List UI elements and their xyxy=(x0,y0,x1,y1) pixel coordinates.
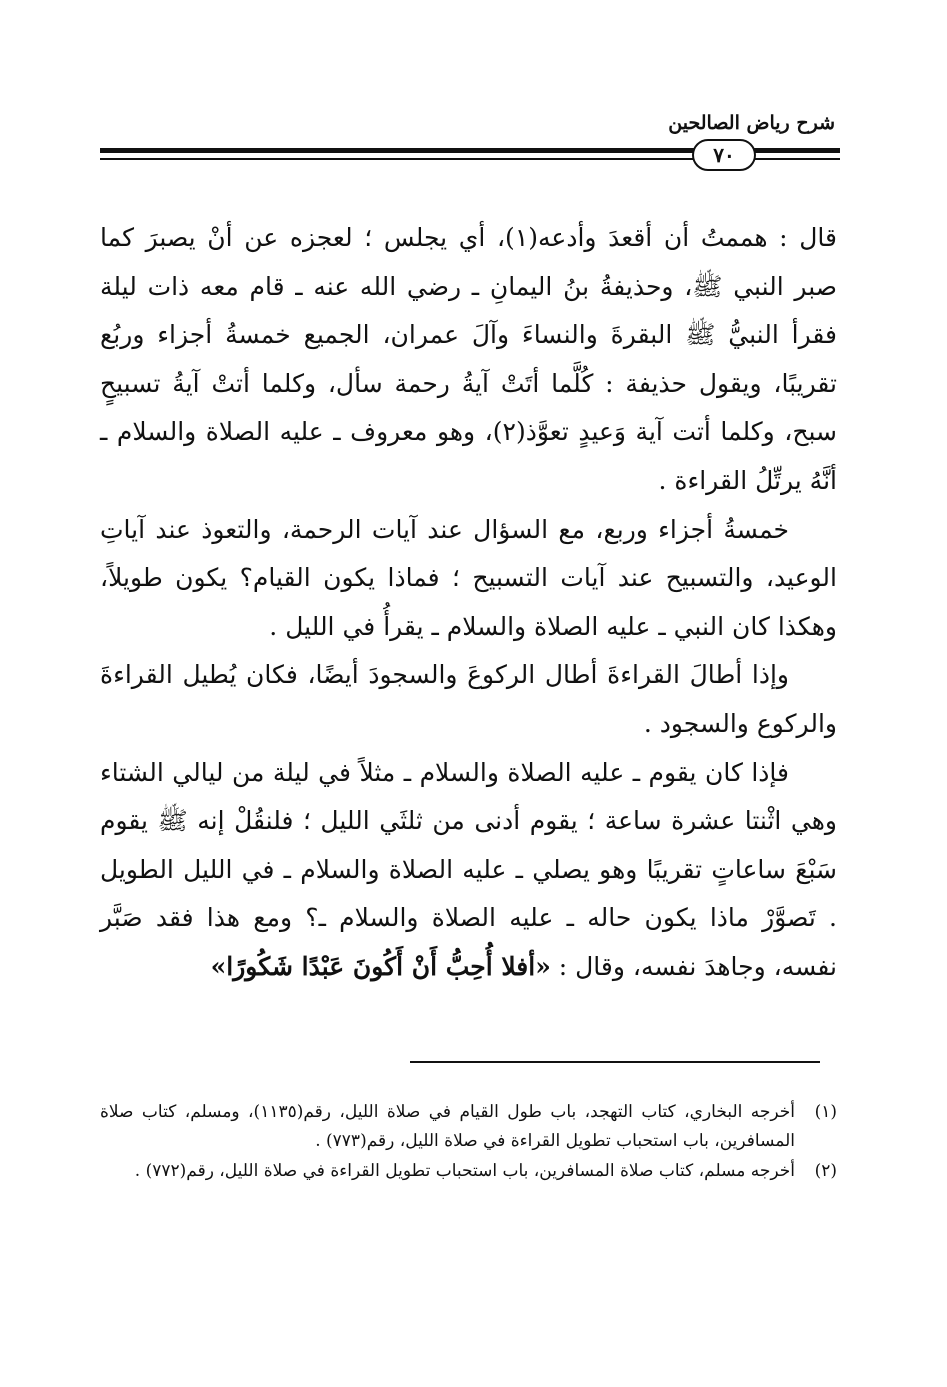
footnote-text: أخرجه البخاري، كتاب التهجد، باب طول القيام في صلاة الليل، رقم(١١٣٥)، ومسلم، كتاب صلاة المسافرين، باب استحباب تطويل القراءة في صلاة الليل، رقم(٧٧٣) . xyxy=(100,1102,795,1151)
footnote-text: أخرجه مسلم، كتاب صلاة المسافرين، باب استحباب تطويل القراءة في صلاة الليل، رقم(٧٧٢) . xyxy=(134,1161,795,1181)
page-number: ٧٠ xyxy=(692,139,756,171)
main-text xyxy=(100,214,837,992)
paragraph-3: وإذا أطالَ القراءةَ أطال الركوعَ والسجودَ أيضًا، فكان يُطيل القراءةَ والركوع والسجود . xyxy=(100,660,837,738)
footnote-separator xyxy=(410,1061,820,1063)
footnote-number: (٢) xyxy=(814,1161,837,1181)
paragraph-4-text: فإذا كان يقوم ـ عليه الصلاة والسلام ـ مثلاً في ليلة من ليالي الشتاء وهي اثْنتا عشرة ساعة ؛ يقوم أدنى من ثلثَي الليل ؛ فلنقُلْ إنه ﷺ يقوم سَبْعَ ساعاتٍ تقريبًا وهو يصلي ـ عليه الصلاة والسلام ـ في الليل الطويل . تَصوَّرْ ماذا يكون حاله ـ عليه الصلاة والسلام ـ؟ ومع هذا فقد صَبَّر نفسه، وجاهدَ نفسه، وقال : xyxy=(100,757,837,981)
footnote-1 xyxy=(100,1098,837,1155)
paragraph-1: قال : هممتُ أن أقعدَ وأدعه(١)، أي يجلس ؛ لعجزه عن أنْ يصبرَ كما صبر النبي ﷺ، وحذيفةُ بنُ اليمانِ ـ رضي الله عنه ـ قام معه ذات ليلة فقرأ النبيُّ ﷺ البقرةَ والنساءَ وآلَ عمران، الجميع خمسةُ أجزاء وربُع تقريبًا، ويقول حذيفة : كُلَّما أتَتْ آيةُ رحمة سأل، وكلما أتتْ آيةُ تسبيحٍ سبح، وكلما أتت آية وَعيدٍ تعوَّذ(٢)، وهو معروف ـ عليه الصلاة والسلام ـ أنَّهُ يرتِّلُ القراءة . xyxy=(100,223,838,495)
footnote-2 xyxy=(100,1157,837,1186)
paragraph-4 xyxy=(100,749,837,992)
hadith-quote: «أفلا أُحِبُّ أَنْ أَكُونَ عَبْدًا شَكُورًا» xyxy=(210,951,551,981)
paragraph-2: خمسةُ أجزاء وربع، مع السؤال عند آيات الرحمة، والتعوذ عند آياتِ الوعيد، والتسبيح عند آيات التسبيح ؛ فماذا يكون القيام؟ يكون طويلاً، وهكذا كان النبي ـ عليه الصلاة والسلام ـ يقرأُ في الليل . xyxy=(100,514,838,641)
footnote-number: (١) xyxy=(814,1102,837,1122)
running-header-title: شرح رياض الصالحين xyxy=(668,112,835,134)
footnotes xyxy=(100,1098,837,1188)
